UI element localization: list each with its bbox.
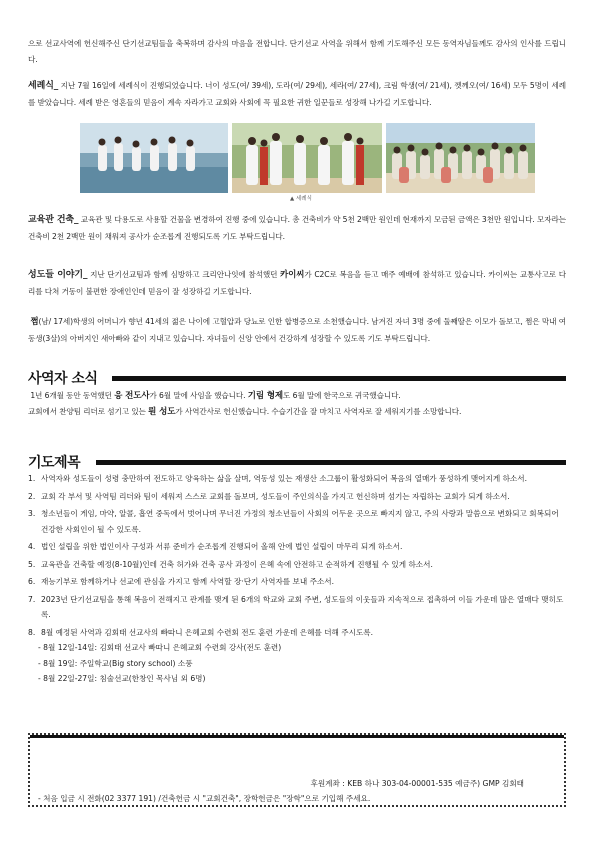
footer-account: 후원계좌 : KEB 하나 303-04-00001-535 예금주) GMP 김회태: [310, 779, 524, 788]
baptism-photo-2: [232, 123, 382, 193]
baptism-photo-1: [80, 123, 228, 193]
prayer-item-3: 3. 청소년들이 게임, 마약, 알콜, 흡연 중독에서 벗어나며 무너진 가정의 청소년들이 사회의 어두운 곳으로 빠지지 않고, 주의 사랑과 말씀으로 변화되고 회복되어 건강한 사회인이 될 수 있도록.: [28, 509, 559, 534]
news-name-3: 뤈 성도: [148, 407, 176, 417]
building-text: 교육관 및 다용도로 사용할 건물을 변경하여 진행 중에 있습니다. 총 건축비가 약 5천 2백만 원인데 현재까지 모금된 금액은 3천만 원입니다. 모자라는 건축비 2천 2백만 원이 채워져 공사가 순조롭게 진행되도록 기도 부탁드립니다.: [28, 215, 566, 241]
story-text-1a: 지난 단기선교팀과 함께 심방하고 크리안나잇에 참석했던: [90, 270, 278, 279]
prayer-item-6: 6. 재능기부로 함께하거나 선교에 관심을 가지고 함께 사역할 장·단기 사역자를 보내 주소서.: [28, 577, 335, 586]
missionary-news-rule: [112, 376, 566, 381]
prayer-item-5: 5. 교육관을 건축할 예정(8-10월)인데 건축 허가와 건축 공사 과정이 은혜 속에 안전하고 순적하게 진행될 수 있게 하소서.: [28, 559, 433, 569]
prayer-sub-item-1: - 8월 12일-14일: 김회태 선교사 빠따니 은혜교회 수련회 강사(전도 훈련): [38, 643, 282, 652]
intro-paragraph: 으로 선교사역에 헌신해주신 단기선교팀들을 축복하며 감사의 마음을 전합니다. 단기선교 사역을 위해서 함께 기도해주신 모든 동역자님들께도 감사의 인사를 드립니다.: [28, 39, 566, 64]
prayer-item-1: 1. 사역자와 성도들이 성령 충만하여 전도하고 양육하는 삶을 살며, 역동성 있는 재생산 소그룹이 활성화되어 복음의 열매가 풍성하게 맺어지게 하소서.: [28, 474, 527, 483]
story-name-1: 카이씨: [280, 270, 305, 280]
news-text-2b: 가 사역간사로 헌신했습니다. 수습기간을 잘 마치고 사역자로 잘 세워지기를 소망합니다.: [175, 407, 462, 416]
news-text-2a: 교회에서 찬양팀 리더로 섬기고 있는: [28, 407, 146, 416]
story-paragraph-1: [28, 267, 566, 299]
baptism-photos: [80, 123, 535, 203]
footer-box: [28, 733, 566, 807]
prayer-item-7: 7. 2023년 단기선교팀을 통해 복음이 전해지고 관계를 맺게 된 6개의 학교와 교회 주변, 성도들의 이웃들과 지속적으로 접촉하여 이들 가운데 많은 열매다 맺히도록.: [28, 594, 564, 619]
missionary-news-paragraph-1: [28, 388, 566, 405]
prayer-list: [28, 471, 568, 687]
photo-caption: ▲ 세례식: [290, 196, 312, 202]
news-name-2: 기림 형제: [247, 391, 284, 401]
prayer-sub-item-3: - 8월 22일-27일: 침술선교(한창인 목사님 외 6명): [38, 674, 206, 683]
prayer-item-8: 8. 8월 예정된 사역과 김회태 선교사의 빠따니 은혜교회 수련회 전도 훈련 가운데 은혜를 더해 주시도록.: [28, 627, 374, 637]
story-paragraph-2: [28, 314, 566, 346]
baptism-photo-3: [386, 123, 535, 193]
missionary-news-paragraph-2: [28, 404, 566, 421]
prayer-item-2: 2. 교회 각 부서 및 사역팀 리더와 팀이 세워져 스스로 교회를 돌보며, 성도들이 주인의식을 가지고 헌신하며 섬기는 자립하는 교회가 되게 하소서.: [28, 491, 510, 501]
story-text-1b: 가 C2C로 복음을 듣고 매주 예배에 참석하고 있습니다. 카이씨는 교통사고로 다리를 다쳐 거동이 불편한 장애인인데 믿음이 잘 성장하길 기도합니다.: [28, 270, 566, 296]
story-heading: 성도들 이야기_: [28, 270, 88, 280]
news-text-1a: 1년 6개월 동안 동역했던: [30, 391, 112, 400]
baptism-paragraph: [28, 78, 566, 110]
prayer-title: 기도제목: [28, 455, 81, 471]
prayer-sub-item-2: - 8월 19일: 주일학교(Big story school) 소풍: [38, 658, 193, 668]
building-paragraph: [28, 212, 566, 244]
footer-top-rule: [30, 735, 564, 738]
story-text-2: (남/ 17세)학생의 어머니가 향년 41세의 젊은 나이에 고혈압과 당뇨로 인한 합병증으로 소천했습니다. 남겨진 자녀 3명 중에 둘째딸은 이모가 돌보고, 쩜은 막내 여동생(3살)의 아버지인 새아빠와 같이 지내고 있습니다. 자녀들이 신앙 안에서 건강하게 성장할 수 있도록 기도 부탁드립니다.: [28, 317, 566, 343]
prayer-rule: [96, 460, 566, 465]
prayer-item-4: 4. 법인 설립을 위한 법인이사 구성과 서류 준비가 순조롭게 진행되어 올해 안에 법인 설립이 마무리 되게 하소서.: [28, 542, 403, 551]
missionary-news-title: 사역자 소식: [28, 371, 98, 387]
baptism-text: 지난 7월 16일에 세례식이 진행되었습니다. 너이 성도(여/ 39세), 도라(여/ 29세), 세라(여/ 27세), 크림 학생(여/ 21세), 껫께오(여/ 16세) 모두 5명이 세례를 받았습니다. 세례 받은 영혼들의 믿음이 계속 자라가고 교회와 사회에 꼭 필요한 귀한 일꾼들로 성장해 나가길 기도합니다.: [28, 81, 566, 107]
building-heading: 교육관 건축_: [28, 215, 79, 225]
baptism-heading: 세례식_: [28, 81, 59, 91]
footer-note: - 처음 입금 시 전화(02 3377 191) /건축헌금 시 "교회건축", 장학헌금은 "장학"으로 기입해 주세요.: [38, 794, 371, 803]
news-text-1b: 가 6월 말에 사임을 했습니다.: [149, 391, 246, 400]
story-name-2: 쩜: [30, 317, 39, 327]
news-name-1: 응 전도사: [114, 391, 150, 401]
news-text-1c: 도 6월 말에 한국으로 귀국했습니다.: [283, 391, 401, 400]
